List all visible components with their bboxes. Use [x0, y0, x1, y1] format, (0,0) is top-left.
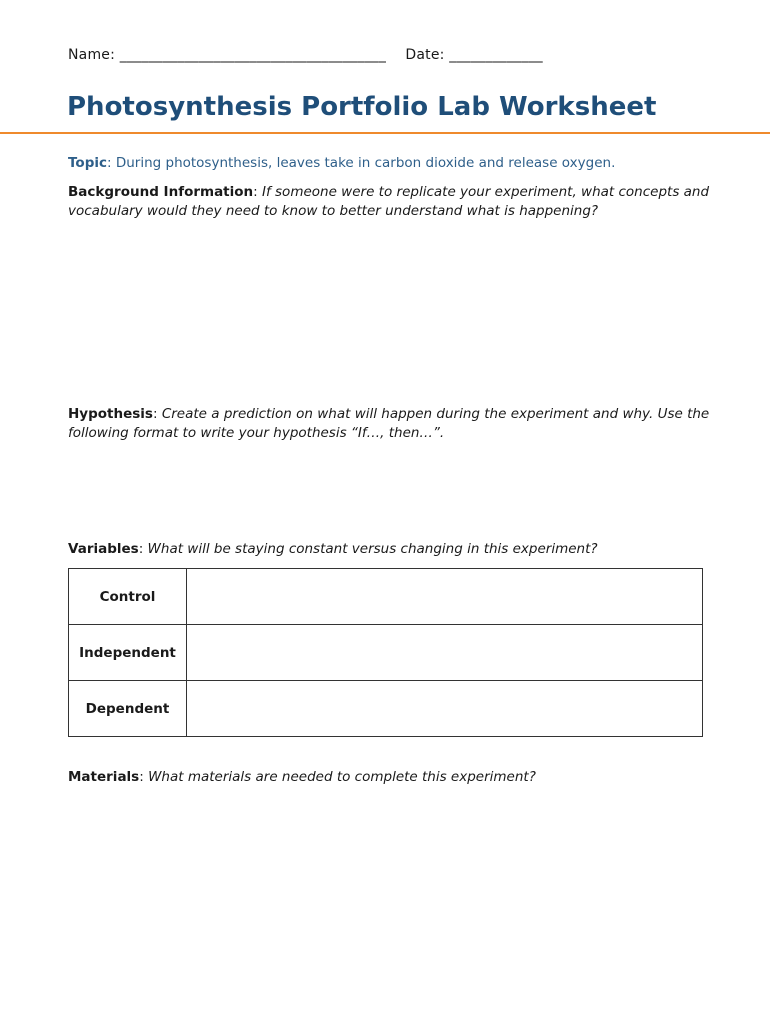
- table-row: [69, 681, 703, 737]
- dependent-label: Dependent: [69, 681, 187, 737]
- dependent-answer-cell[interactable]: [187, 681, 703, 737]
- hypothesis-sep: :: [152, 406, 162, 422]
- hypothesis-section: [68, 405, 718, 443]
- topic-text: : During photosynthesis, leaves take in carbon dioxide and release oxygen.: [106, 155, 616, 171]
- name-label: Name:: [68, 47, 116, 63]
- materials-prompt: What materials are needed to complete this experiment?: [148, 769, 536, 785]
- variables-sep: :: [138, 541, 148, 557]
- name-field[interactable]: _____________________________________: [119, 47, 387, 63]
- variables-section: [68, 540, 718, 559]
- background-section: [68, 183, 718, 221]
- title-divider: [0, 132, 770, 134]
- topic-section: [68, 154, 718, 173]
- independent-label: Independent: [69, 625, 187, 681]
- hypothesis-label: Hypothesis: [68, 406, 153, 422]
- materials-sep: :: [139, 769, 149, 785]
- hypothesis-prompt: Create a prediction on what will happen during the experiment and why. Use the following format to write your hypothesis “If…, then…”.: [68, 406, 710, 441]
- table-row: [69, 625, 703, 681]
- materials-label: Materials: [68, 769, 140, 785]
- control-answer-cell[interactable]: [187, 569, 703, 625]
- variables-prompt: What will be staying constant versus changing in this experiment?: [147, 541, 598, 557]
- name-date-line: [68, 47, 543, 63]
- control-label: Control: [69, 569, 187, 625]
- independent-answer-cell[interactable]: [187, 625, 703, 681]
- topic-label: Topic: [68, 155, 107, 171]
- background-sep: :: [253, 184, 262, 200]
- variables-table: [68, 568, 703, 737]
- date-label: Date:: [405, 47, 445, 63]
- date-field[interactable]: _____________: [449, 47, 543, 63]
- table-row: [69, 569, 703, 625]
- worksheet-title: Photosynthesis Portfolio Lab Worksheet: [67, 92, 657, 122]
- background-label: Background Information: [68, 184, 254, 200]
- materials-section: [68, 768, 718, 787]
- variables-label: Variables: [68, 541, 139, 557]
- background-prompt: If someone were to replicate your experiment, what concepts and vocabulary would they need to know to better understand what is happening?: [68, 184, 710, 219]
